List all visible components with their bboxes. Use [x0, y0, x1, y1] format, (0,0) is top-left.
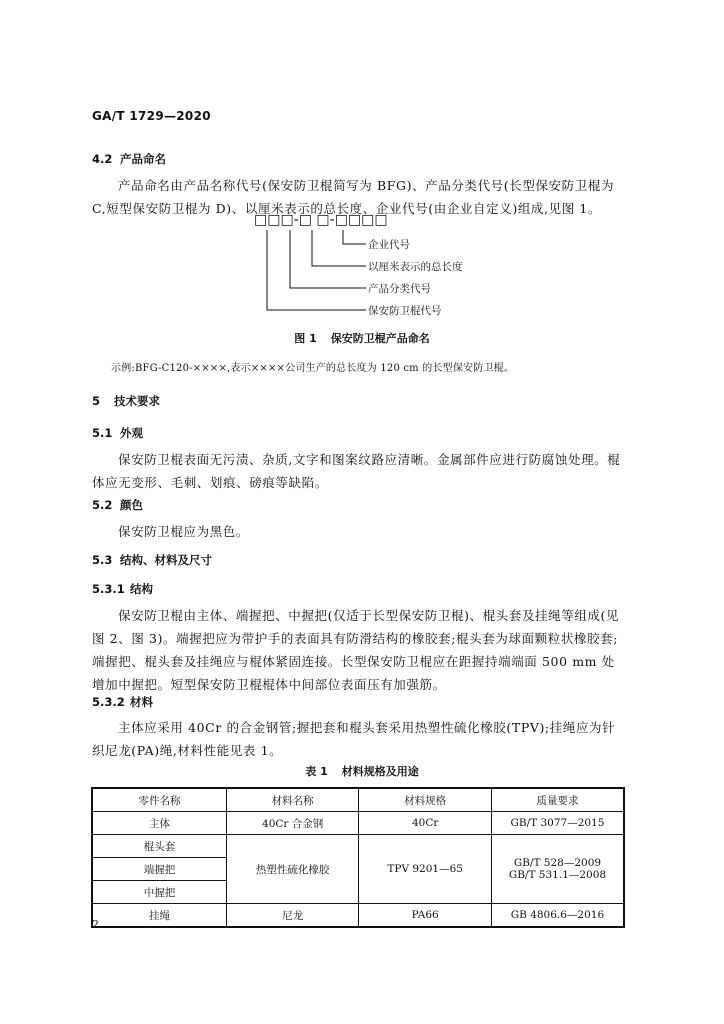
section-title: 外观	[120, 426, 143, 440]
leader-product-code	[267, 230, 366, 310]
section-5-3-1-paragraph: 保安防卫棍由主体、端握把、中握把(仅适于长型保安防卫棍)、棍头套及挂绳等组成(见图 2、图 3)。端握把应为带护手的表面具有防滑结构的橡胶套;棍头套为球面颗粒状橡胶套;端握把、棍头套及挂绳应与棍体紧固连接。长型保安防卫棍应在距握持端端面 500 mm 处增加中握把。短型保安防卫棍棍体中间部位表面压有加强筋。	[92, 608, 620, 692]
figure-title: 保安防卫棍产品命名	[330, 332, 430, 345]
column-header: 质量要求	[491, 788, 624, 812]
section-title: 材料	[130, 695, 153, 709]
table-cell: 挂绳	[92, 904, 226, 928]
naming-diagram-lines	[250, 226, 370, 318]
table-cell: 40Cr	[359, 812, 492, 835]
table-row	[92, 812, 624, 835]
figure-1-caption	[0, 330, 724, 346]
section-title: 产品命名	[120, 152, 166, 166]
section-5-3-1-heading	[92, 581, 153, 597]
label-category-code: 产品分类代号	[368, 283, 431, 295]
section-title: 结构、材料及尺寸	[120, 553, 212, 567]
section-5-1-heading	[92, 425, 143, 441]
label-enterprise-code: 企业代号	[368, 239, 410, 251]
table-cell: 热塑性硫化橡胶	[226, 835, 359, 904]
table-cell: 主体	[92, 812, 226, 835]
section-number: 5	[92, 394, 101, 408]
section-number: 5.3	[92, 553, 113, 567]
document-id: GA/T 1729—2020	[92, 109, 211, 123]
table-row	[92, 904, 624, 928]
quality-standard: GB/T 528—2009	[513, 857, 602, 869]
table-cell	[491, 835, 624, 904]
product-code-pattern: □□□-□ □-□□□□	[254, 212, 388, 228]
column-header: 零件名称	[92, 788, 226, 812]
table-cell: 中握把	[92, 881, 226, 904]
table-title: 材料规格及用途	[341, 765, 419, 778]
table-header-row	[92, 788, 624, 812]
section-5-3-heading	[92, 552, 212, 568]
table-1-caption	[0, 763, 724, 779]
table-cell: GB/T 3077—2015	[491, 812, 624, 835]
table-cell: 棍头套	[92, 835, 226, 858]
figure-number: 图 1	[294, 332, 317, 345]
section-4-2-paragraph: 产品命名由产品名称代号(保安防卫棍简写为 BFG)、产品分类代号(长型保安防卫棍为 C,短型保安防卫棍为 D)、以厘米表示的总长度、企业代号(由企业自定义)组成,见图 1。	[92, 178, 615, 216]
section-number: 4.2	[92, 152, 113, 166]
section-number: 5.2	[92, 498, 113, 512]
section-title: 颜色	[120, 498, 143, 512]
section-number: 5.3.1	[92, 582, 125, 596]
table-cell: 端握把	[92, 858, 226, 881]
quality-standard: GB/T 531.1—2008	[508, 869, 607, 881]
section-5-2-heading	[92, 497, 143, 513]
section-4-2-heading	[92, 151, 166, 167]
table-cell: 40Cr 合金钢	[226, 812, 359, 835]
section-number: 5.1	[92, 426, 113, 440]
table-row	[92, 835, 624, 858]
leader-enterprise-code	[343, 230, 366, 244]
section-number: 5.3.2	[92, 695, 125, 709]
section-title: 技术要求	[114, 394, 160, 408]
label-total-length: 以厘米表示的总长度	[368, 261, 463, 273]
section-5-2-paragraph: 保安防卫棍应为黑色。	[118, 524, 250, 539]
materials-table	[91, 787, 625, 928]
section-5-3-2-paragraph: 主体应采用 40Cr 的合金钢管;握把套和棍头套采用热塑性硫化橡胶(TPV);挂绳应为针织尼龙(PA)绳,材料性能见表 1。	[92, 720, 616, 758]
page-number: 2	[92, 918, 99, 931]
table-cell: TPV 9201—65	[359, 835, 492, 904]
section-5-3-2-heading	[92, 694, 153, 710]
section-5-heading	[92, 393, 160, 409]
table-cell: PA66	[359, 904, 492, 928]
leader-category-code	[290, 230, 366, 288]
column-header: 材料名称	[226, 788, 359, 812]
section-title: 结构	[130, 582, 153, 596]
leader-total-length	[312, 230, 366, 266]
table-cell: 尼龙	[226, 904, 359, 928]
table-cell: GB 4806.6—2016	[491, 904, 624, 928]
table-number: 表 1	[305, 765, 328, 778]
column-header: 材料规格	[359, 788, 492, 812]
naming-example: 示例:BFG-C120-××××,表示××××公司生产的总长度为 120 cm 的长型保安防卫棍。	[111, 363, 515, 374]
section-5-1-paragraph: 保安防卫棍表面无污渍、杂质,文字和图案纹路应清晰。金属部件应进行防腐蚀处理。棍体应无变形、毛刺、划痕、磅痕等缺陷。	[92, 452, 621, 490]
label-product-code: 保安防卫棍代号	[368, 305, 442, 317]
